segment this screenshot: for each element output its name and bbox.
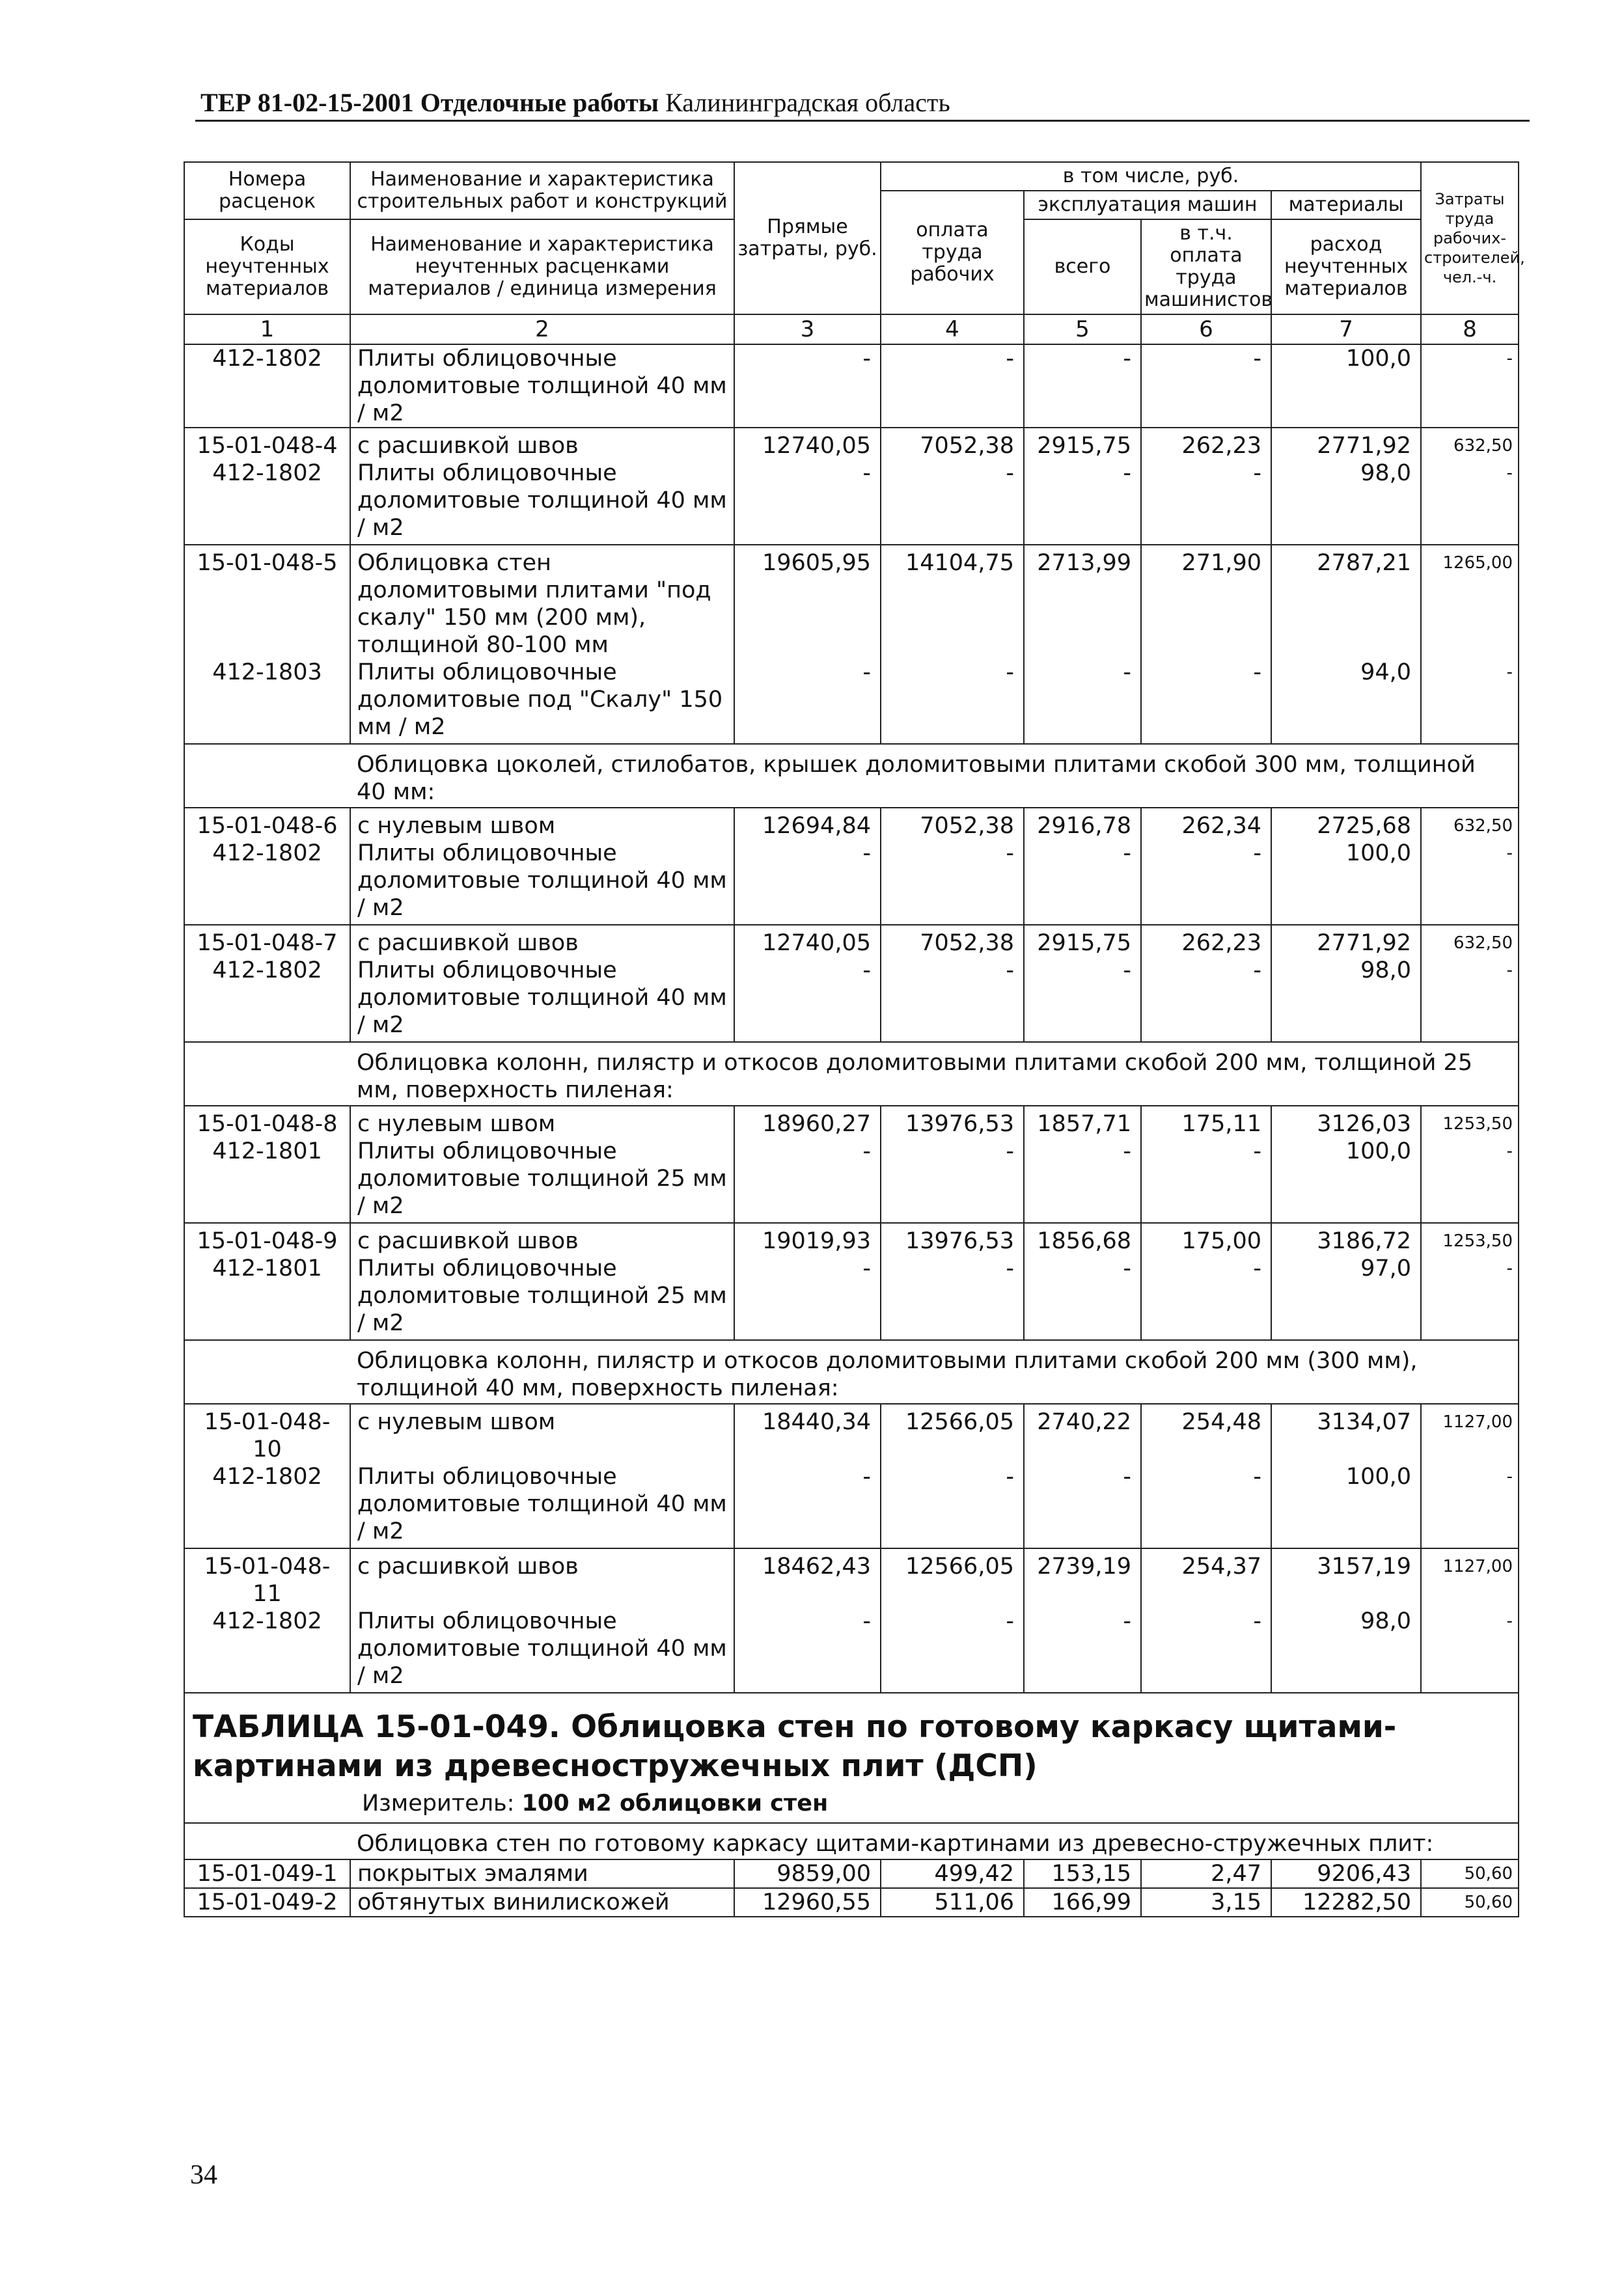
wages: - <box>881 1138 1024 1223</box>
rate-row <box>184 1106 1519 1138</box>
wages: - <box>881 1463 1024 1548</box>
machines-total: - <box>1024 840 1141 925</box>
material-row <box>184 840 1519 925</box>
section-row <box>184 1823 1519 1859</box>
rate-code: 412-1803 <box>184 659 350 744</box>
machinists-wages: - <box>1141 1463 1271 1548</box>
direct-costs: - <box>734 344 881 428</box>
rate-code: 15-01-048-9 <box>184 1223 350 1255</box>
header-wages: оплата труда рабочих <box>881 191 1024 314</box>
column-number: 4 <box>881 314 1024 344</box>
work-name: с нулевым швом <box>350 1106 734 1138</box>
empty-cell <box>184 1823 350 1859</box>
labor-costs: - <box>1421 659 1519 744</box>
wages: - <box>881 459 1024 545</box>
rate-code: 412-1802 <box>184 459 350 545</box>
materials: 100,0 <box>1271 1138 1421 1223</box>
work-name: с расшивкой швов <box>350 428 734 459</box>
machinists-wages: 254,37 <box>1141 1548 1271 1608</box>
wages: - <box>881 1255 1024 1340</box>
labor-costs: 1127,00 <box>1421 1404 1519 1463</box>
direct-costs: 9859,00 <box>734 1859 881 1888</box>
material-row <box>184 957 1519 1042</box>
machinists-wages: 262,23 <box>1141 925 1271 957</box>
header-machinists-wages: в т.ч. оплата труда машинистов <box>1141 219 1271 314</box>
header-direct-costs: Прямые затраты, руб. <box>734 162 881 314</box>
header-labor-costs: Затраты труда рабочих-строителей, чел.-ч. <box>1421 162 1519 314</box>
materials: 2725,68 <box>1271 808 1421 840</box>
materials: 100,0 <box>1271 1463 1421 1548</box>
wages: - <box>881 344 1024 428</box>
rate-row <box>184 925 1519 957</box>
wages: 7052,38 <box>881 808 1024 840</box>
rate-code: 412-1801 <box>184 1138 350 1223</box>
materials: 3134,07 <box>1271 1404 1421 1463</box>
labor-costs: 50,60 <box>1421 1888 1519 1917</box>
rate-code: 15-01-048-6 <box>184 808 350 840</box>
machinists-wages: 175,11 <box>1141 1106 1271 1138</box>
machines-total: 1857,71 <box>1024 1106 1141 1138</box>
machines-total: 2713,99 <box>1024 545 1141 659</box>
section-heading: Облицовка колонн, пилястр и откосов доломитовыми плитами скобой 200 мм (300 мм), толщиной 40 мм, поверхность пиленая: <box>350 1340 1519 1404</box>
machines-total: 2915,75 <box>1024 925 1141 957</box>
rate-code: 15-01-049-2 <box>184 1888 350 1917</box>
labor-costs: 1253,50 <box>1421 1106 1519 1138</box>
materials: 9206,43 <box>1271 1859 1421 1888</box>
materials: 2771,92 <box>1271 925 1421 957</box>
labor-costs: 632,50 <box>1421 925 1519 957</box>
machines-total: - <box>1024 1255 1141 1340</box>
document-region: Калининградская область <box>665 88 950 117</box>
direct-costs: - <box>734 1255 881 1340</box>
wages: - <box>881 1608 1024 1693</box>
direct-costs: 19019,93 <box>734 1223 881 1255</box>
work-name: Плиты облицовочные доломитовые толщиной 25 мм / м2 <box>350 1255 734 1340</box>
header-work-name: Наименование и характеристика строительных работ и конструкций <box>350 162 734 219</box>
materials: 3157,19 <box>1271 1548 1421 1608</box>
header-machines-total: всего <box>1024 219 1141 314</box>
work-name: Плиты облицовочные доломитовые под "Скалу" 150 мм / м2 <box>350 659 734 744</box>
labor-costs: - <box>1421 459 1519 545</box>
labor-costs: - <box>1421 1463 1519 1548</box>
wages: 13976,53 <box>881 1223 1024 1255</box>
empty-cell <box>184 1340 350 1404</box>
direct-costs: 18462,43 <box>734 1548 881 1608</box>
work-name: Плиты облицовочные доломитовые толщиной 40 мм / м2 <box>350 1608 734 1693</box>
machinists-wages: 254,48 <box>1141 1404 1271 1463</box>
table-049-title: ТАБЛИЦА 15-01-049. Облицовка стен по готовому каркасу щитами-картинами из древесностружечных плит (ДСП) <box>193 1709 1397 1784</box>
section-heading: Облицовка цоколей, стилобатов, крышек доломитовыми плитами скобой 300 мм, толщиной 40 мм: <box>350 744 1519 808</box>
labor-costs: - <box>1421 957 1519 1042</box>
rates-table <box>184 161 1525 1917</box>
header-materials-consumption: расход неучтенных материалов <box>1271 219 1421 314</box>
column-numbers-row <box>184 314 1519 344</box>
machinists-wages: 262,23 <box>1141 428 1271 459</box>
labor-costs: 1127,00 <box>1421 1548 1519 1608</box>
machines-total: 2739,19 <box>1024 1548 1141 1608</box>
machines-total: - <box>1024 1138 1141 1223</box>
direct-costs: 12740,05 <box>734 925 881 957</box>
rate-row <box>184 1888 1519 1917</box>
direct-costs: - <box>734 1138 881 1223</box>
work-name: с расшивкой швов <box>350 1548 734 1608</box>
materials: 98,0 <box>1271 459 1421 545</box>
machines-total: - <box>1024 1463 1141 1548</box>
section-row <box>184 1042 1519 1106</box>
direct-costs: - <box>734 1608 881 1693</box>
machines-total: 2915,75 <box>1024 428 1141 459</box>
work-name: с нулевым швом <box>350 1404 734 1463</box>
material-row <box>184 1255 1519 1340</box>
labor-costs: 1265,00 <box>1421 545 1519 659</box>
materials: 2771,92 <box>1271 428 1421 459</box>
rate-row <box>184 428 1519 459</box>
work-name: покрытых эмалями <box>350 1859 734 1888</box>
work-name: обтянутых винилискожей <box>350 1888 734 1917</box>
machines-total: - <box>1024 459 1141 545</box>
materials: 100,0 <box>1271 344 1421 428</box>
measure-value: 100 м2 облицовки стен <box>521 1790 829 1816</box>
work-name: с расшивкой швов <box>350 1223 734 1255</box>
rate-code: 412-1801 <box>184 1255 350 1340</box>
work-name: Плиты облицовочные доломитовые толщиной 40 мм / м2 <box>350 957 734 1042</box>
machines-total: 166,99 <box>1024 1888 1141 1917</box>
rate-row <box>184 1859 1519 1888</box>
work-name: Облицовка стен доломитовыми плитами "под скалу" 150 мм (200 мм), толщиной 80-100 мм <box>350 545 734 659</box>
rate-code: 412-1802 <box>184 1463 350 1548</box>
machines-total: 2916,78 <box>1024 808 1141 840</box>
machinists-wages: - <box>1141 459 1271 545</box>
empty-cell <box>184 744 350 808</box>
machinists-wages: 2,47 <box>1141 1859 1271 1888</box>
document-section: Отделочные работы <box>420 88 659 117</box>
header-rate-numbers: Номера расценок <box>184 162 350 219</box>
rate-code: 15-01-048-4 <box>184 428 350 459</box>
table-049-title-row <box>184 1693 1519 1823</box>
materials: 100,0 <box>1271 840 1421 925</box>
column-number: 2 <box>350 314 734 344</box>
direct-costs: 19605,95 <box>734 545 881 659</box>
material-row <box>184 1463 1519 1548</box>
wages: - <box>881 957 1024 1042</box>
labor-costs: - <box>1421 1138 1519 1223</box>
rate-code: 15-01-048-8 <box>184 1106 350 1138</box>
direct-costs: 18440,34 <box>734 1404 881 1463</box>
direct-costs: - <box>734 1463 881 1548</box>
materials: 98,0 <box>1271 1608 1421 1693</box>
wages: 13976,53 <box>881 1106 1024 1138</box>
rate-row <box>184 545 1519 659</box>
rate-row <box>184 1548 1519 1608</box>
header-materials: материалы <box>1271 191 1421 219</box>
rate-row <box>184 1223 1519 1255</box>
rate-row <box>184 1404 1519 1463</box>
machinists-wages: - <box>1141 659 1271 744</box>
work-name: Плиты облицовочные доломитовые толщиной 40 мм / м2 <box>350 1463 734 1548</box>
machinists-wages: - <box>1141 1138 1271 1223</box>
column-number: 3 <box>734 314 881 344</box>
labor-costs: - <box>1421 840 1519 925</box>
machinists-wages: - <box>1141 957 1271 1042</box>
direct-costs: - <box>734 459 881 545</box>
machines-total: - <box>1024 344 1141 428</box>
machinists-wages: 262,34 <box>1141 808 1271 840</box>
direct-costs: - <box>734 957 881 1042</box>
materials: 97,0 <box>1271 1255 1421 1340</box>
section-row <box>184 1340 1519 1404</box>
direct-costs: 12960,55 <box>734 1888 881 1917</box>
work-name: с расшивкой швов <box>350 925 734 957</box>
direct-costs: 12740,05 <box>734 428 881 459</box>
labor-costs: 632,50 <box>1421 808 1519 840</box>
header-machines: эксплуатация машин <box>1024 191 1271 219</box>
materials: 3126,03 <box>1271 1106 1421 1138</box>
work-name: Плиты облицовочные доломитовые толщиной 40 мм / м2 <box>350 344 734 428</box>
machines-total: 2740,22 <box>1024 1404 1141 1463</box>
materials: 98,0 <box>1271 957 1421 1042</box>
machines-total: - <box>1024 1608 1141 1693</box>
material-row <box>184 459 1519 545</box>
rate-code: 15-01-048-5 <box>184 545 350 659</box>
wages: 7052,38 <box>881 428 1024 459</box>
section-heading: Облицовка колонн, пилястр и откосов доломитовыми плитами скобой 200 мм, толщиной 25 мм, поверхность пиленая: <box>350 1042 1519 1106</box>
rate-code: 15-01-048-7 <box>184 925 350 957</box>
labor-costs: 50,60 <box>1421 1859 1519 1888</box>
header-including: в том числе, руб. <box>881 162 1421 191</box>
column-number: 1 <box>184 314 350 344</box>
machines-total: 153,15 <box>1024 1859 1141 1888</box>
rate-code: 412-1802 <box>184 1608 350 1693</box>
header-rule <box>195 120 1530 122</box>
material-row <box>184 1138 1519 1223</box>
labor-costs: - <box>1421 1608 1519 1693</box>
machinists-wages: - <box>1141 840 1271 925</box>
header-material-codes: Коды неучтенных материалов <box>184 219 350 314</box>
labor-costs: 1253,50 <box>1421 1223 1519 1255</box>
machinists-wages: 271,90 <box>1141 545 1271 659</box>
wages: 14104,75 <box>881 545 1024 659</box>
rate-code: 15-01-049-1 <box>184 1859 350 1888</box>
wages: - <box>881 659 1024 744</box>
direct-costs: - <box>734 840 881 925</box>
direct-costs: 12694,84 <box>734 808 881 840</box>
material-row <box>184 1608 1519 1693</box>
table-header <box>184 162 1525 314</box>
running-header <box>200 86 1535 120</box>
measure-label: Измеритель: <box>362 1790 515 1816</box>
labor-costs: 632,50 <box>1421 428 1519 459</box>
header-material-names: Наименование и характеристика неучтенных расценками материалов / единица измерения <box>350 219 734 314</box>
direct-costs: - <box>734 659 881 744</box>
rate-code: 412-1802 <box>184 957 350 1042</box>
page-number: 34 <box>190 2160 217 2190</box>
materials: 94,0 <box>1271 659 1421 744</box>
direct-costs: 18960,27 <box>734 1106 881 1138</box>
wages: 12566,05 <box>881 1548 1024 1608</box>
work-name: с нулевым швом <box>350 808 734 840</box>
labor-costs: - <box>1421 344 1519 428</box>
rate-code: 412-1802 <box>184 840 350 925</box>
table-body <box>184 314 1519 1693</box>
machines-total: 1856,68 <box>1024 1223 1141 1255</box>
machinists-wages: - <box>1141 344 1271 428</box>
section-heading: Облицовка стен по готовому каркасу щитами-картинами из древесно-стружечных плит: <box>350 1823 1519 1859</box>
wages: - <box>881 840 1024 925</box>
wages: 12566,05 <box>881 1404 1024 1463</box>
work-name: Плиты облицовочные доломитовые толщиной 40 мм / м2 <box>350 459 734 545</box>
wages: 511,06 <box>881 1888 1024 1917</box>
material-row <box>184 659 1519 744</box>
wages: 7052,38 <box>881 925 1024 957</box>
machinists-wages: - <box>1141 1608 1271 1693</box>
rate-code: 15-01-048-10 <box>184 1404 350 1463</box>
materials: 12282,50 <box>1271 1888 1421 1917</box>
work-name: Плиты облицовочные доломитовые толщиной 40 мм / м2 <box>350 840 734 925</box>
work-name: Плиты облицовочные доломитовые толщиной 25 мм / м2 <box>350 1138 734 1223</box>
empty-cell <box>184 1042 350 1106</box>
column-number: 8 <box>1421 314 1519 344</box>
column-number: 7 <box>1271 314 1421 344</box>
wages: 499,42 <box>881 1859 1024 1888</box>
machines-total: - <box>1024 659 1141 744</box>
column-number: 6 <box>1141 314 1271 344</box>
column-number: 5 <box>1024 314 1141 344</box>
material-row <box>184 344 1519 428</box>
document-code: ТЕР 81-02-15-2001 <box>200 88 414 117</box>
rate-code: 412-1802 <box>184 344 350 428</box>
table-049-measure <box>185 1790 1518 1822</box>
machinists-wages: 3,15 <box>1141 1888 1271 1917</box>
table-049-body <box>184 1693 1519 1917</box>
materials: 2787,21 <box>1271 545 1421 659</box>
rate-code: 15-01-048-11 <box>184 1548 350 1608</box>
machinists-wages: - <box>1141 1255 1271 1340</box>
machinists-wages: 175,00 <box>1141 1223 1271 1255</box>
section-row <box>184 744 1519 808</box>
rate-row <box>184 808 1519 840</box>
labor-costs: - <box>1421 1255 1519 1340</box>
materials: 3186,72 <box>1271 1223 1421 1255</box>
machines-total: - <box>1024 957 1141 1042</box>
